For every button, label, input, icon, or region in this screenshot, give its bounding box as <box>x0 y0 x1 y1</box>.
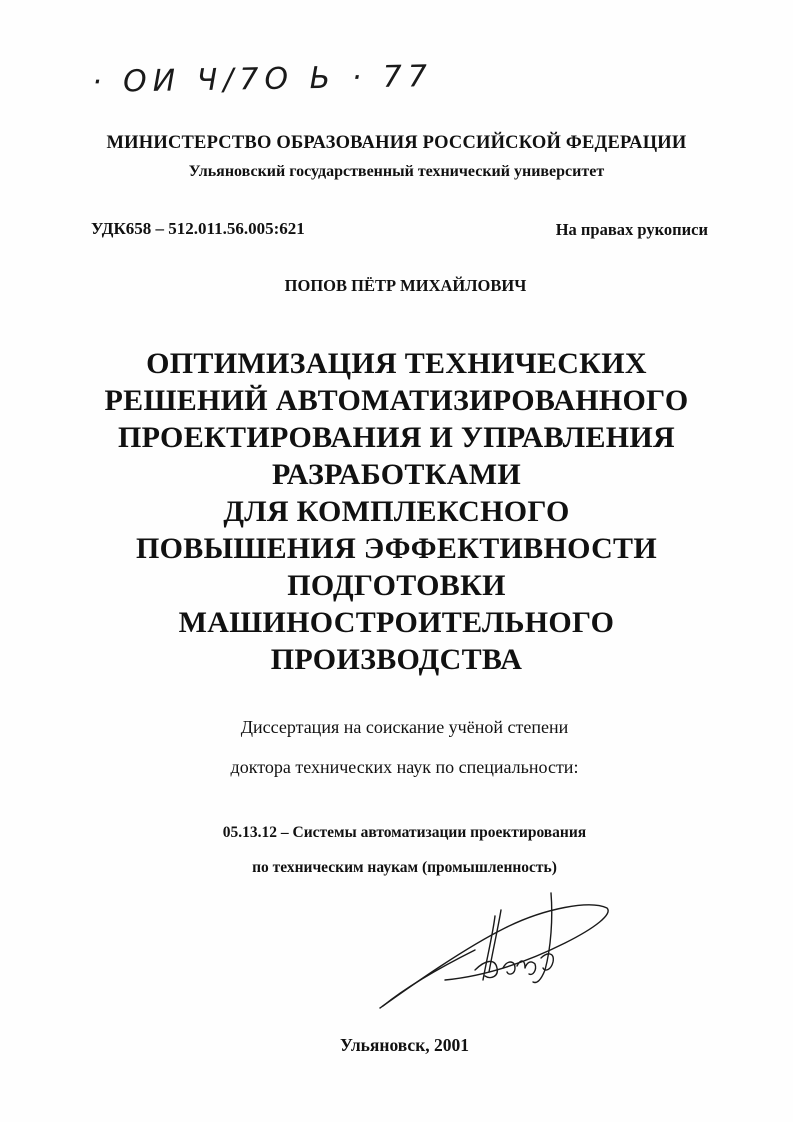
title-line: ДЛЯ КОМПЛЕКСНОГО <box>223 495 570 528</box>
title-line: ОПТИМИЗАЦИЯ ТЕХНИЧЕСКИХ <box>146 347 647 380</box>
title-line: РАЗРАБОТКАМИ <box>271 458 522 491</box>
title-line: МАШИНОСТРОИТЕЛЬНОГО <box>178 606 615 639</box>
specialty-code: 05.13.12 – Системы автоматизации проектирования <box>222 824 587 841</box>
ministry-heading: МИНИСТЕРСТВО ОБРАЗОВАНИЯ РОССИЙСКОЙ ФЕДЕРАЦИИ <box>106 133 687 153</box>
degree-line-1: Диссертация на соискание учёной степени <box>240 717 569 737</box>
udk-code: УДК658 – 512.011.56.005:621 <box>91 219 305 238</box>
dissertation-title <box>60 345 733 678</box>
title-line: ПОДГОТОВКИ <box>287 569 506 602</box>
university-name: Ульяновский государственный технический университет <box>188 163 605 180</box>
title-line: ПРОИЗВОДСТВА <box>270 643 523 676</box>
title-line: РЕШЕНИЙ АВТОМАТИЗИРОВАННОГО <box>104 384 689 417</box>
degree-line-2: доктора технических наук по специальности: <box>230 757 579 777</box>
handwritten-signature-icon <box>375 888 615 1018</box>
city-year: Ульяновск, 2001 <box>339 1035 470 1055</box>
title-line: ПРОЕКТИРОВАНИЯ И УПРАВЛЕНИЯ <box>117 421 676 454</box>
author-name: ПОПОВ ПЁТР МИХАЙЛОВИЧ <box>284 276 527 295</box>
title-line: ПОВЫШЕНИЯ ЭФФЕКТИВНОСТИ <box>135 532 658 565</box>
archive-handwritten-number: · ОИ Ч/7О Ь · 77 <box>91 59 434 100</box>
rights-note: На правах рукописи <box>555 220 708 239</box>
specialty-field: по техническим наукам (промышленность) <box>252 859 557 876</box>
